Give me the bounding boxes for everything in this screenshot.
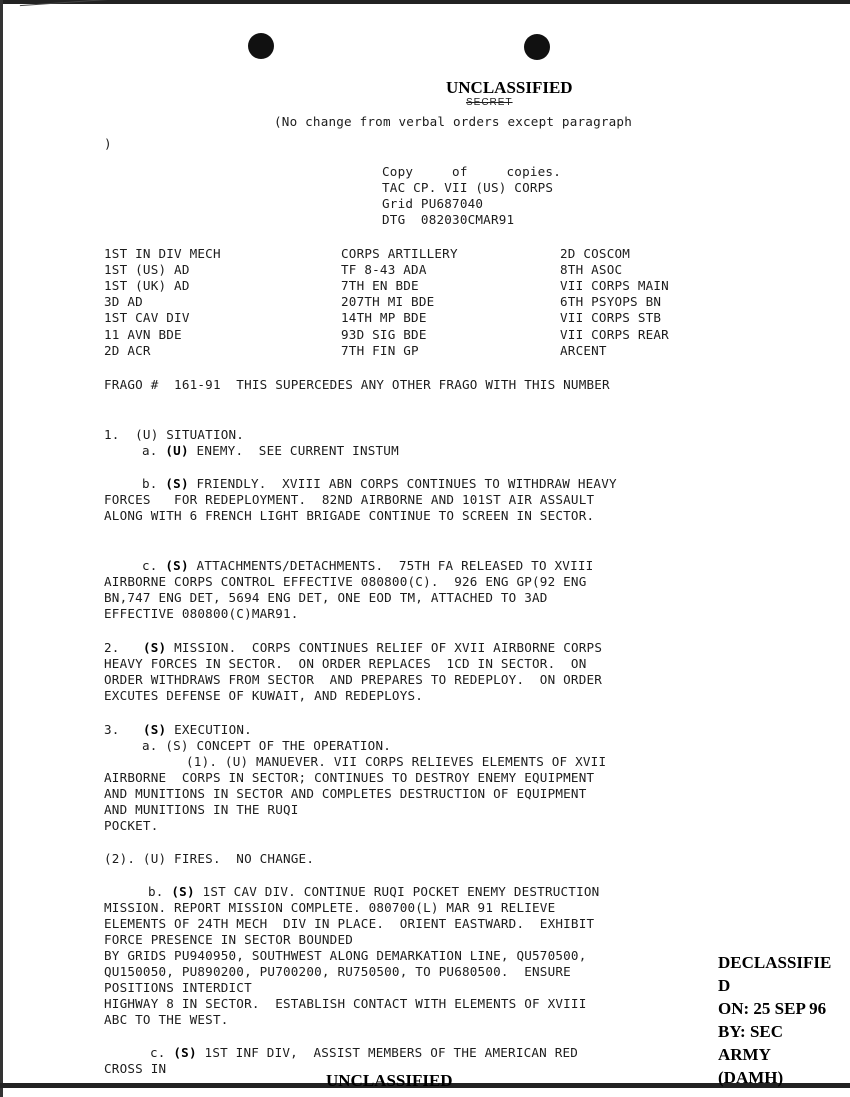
dist-unit: 2D ACR — [104, 343, 151, 358]
dist-unit: CORPS ARTILLERY — [341, 246, 458, 261]
classification-top: UNCLASSIFIED — [446, 78, 573, 97]
dist-unit: 207TH MI BDE — [341, 294, 435, 309]
para-3b-line-5: BY GRIDS PU940950, SOUTHWEST ALONG DEMARKATION LINE, QU570500, — [104, 948, 587, 963]
para-text: ATTACHMENTS/DETACHMENTS. 75TH FA RELEASED TO XVIII — [196, 558, 594, 573]
para-text: FRIENDLY. XVIII ABN CORPS CONTINUES TO WITHDRAW HEAVY — [196, 476, 617, 491]
punch-hole-left — [248, 33, 274, 59]
para-3a1-line-2: AIRBORNE CORPS IN SECTOR; CONTINUES TO DESTROY ENEMY EQUIPMENT — [104, 770, 595, 785]
dist-unit: 7TH EN BDE — [341, 278, 419, 293]
para-1c-line-1 — [142, 558, 593, 574]
para-3b-line-4: FORCE PRESENCE IN SECTOR BOUNDED — [104, 932, 354, 947]
para-text: EXECUTION. — [174, 722, 252, 737]
copy-line: Copy of copies. — [382, 164, 561, 179]
grid-line: Grid PU687040 — [382, 196, 484, 211]
declassification-stamp — [718, 951, 831, 1089]
dist-unit: ARCENT — [560, 343, 607, 358]
para-3a2: (2). (U) FIRES. NO CHANGE. — [104, 851, 315, 866]
para-1a — [142, 443, 399, 459]
para-text: 1ST CAV DIV. CONTINUE RUQI POCKET ENEMY DESTRUCTION — [202, 884, 600, 899]
para-2-line-3: ORDER WITHDRAWS FROM SECTOR AND PREPARES TO REDEPLOY. ON ORDER — [104, 672, 603, 687]
stamp-line: D — [718, 976, 731, 995]
dist-unit: 11 AVN BDE — [104, 327, 182, 342]
para-1b-line-1 — [142, 476, 617, 492]
para-1-heading: 1. (U) SITUATION. — [104, 427, 245, 442]
classification-mark: (S) — [173, 1045, 197, 1060]
para-3a1-line-5: POCKET. — [104, 818, 159, 833]
dist-unit: 6TH PSYOPS BN — [560, 294, 662, 309]
para-3a1-line-3: AND MUNITIONS IN SECTOR AND COMPLETES DESTRUCTION OF EQUIPMENT — [104, 786, 587, 801]
header-note: (No change from verbal orders except paragraph — [274, 114, 632, 129]
dist-unit: 93D SIG BDE — [341, 327, 427, 342]
para-3a1-line-4: AND MUNITIONS IN THE RUQI — [104, 802, 299, 817]
para-label: 3. — [104, 722, 120, 737]
para-3b-line-9: ABC TO THE WEST. — [104, 1012, 229, 1027]
para-label: c. — [142, 558, 158, 573]
classification-mark: (S) — [142, 640, 167, 655]
para-label: c. — [150, 1045, 166, 1060]
para-3c-line-2: CROSS IN — [104, 1061, 167, 1076]
para-label: b. — [148, 884, 164, 899]
para-text: 1ST INF DIV, ASSIST MEMBERS OF THE AMERICAN RED — [204, 1045, 579, 1060]
para-2-line-1 — [104, 640, 602, 656]
para-2-line-2: HEAVY FORCES IN SECTOR. ON ORDER REPLACES 1CD IN SECTOR. ON — [104, 656, 587, 671]
para-label: 2. — [104, 640, 120, 655]
classification-bottom: UNCLASSIFIED — [326, 1071, 453, 1090]
punch-hole-right — [524, 34, 550, 60]
dist-unit: VII CORPS REAR — [560, 327, 669, 342]
para-1c-line-4: EFFECTIVE 080800(C)MAR91. — [104, 606, 299, 621]
para-text: MISSION. CORPS CONTINUES RELIEF OF XVII AIRBORNE CORPS — [174, 640, 603, 655]
dist-unit: 14TH MP BDE — [341, 310, 427, 325]
para-1b-line-3: ALONG WITH 6 FRENCH LIGHT BRIGADE CONTINUE TO SCREEN IN SECTOR. — [104, 508, 595, 523]
struck-classification: SECRET — [466, 97, 513, 108]
dtg-line: DTG 082030CMAR91 — [382, 212, 515, 227]
dist-unit: 1ST (UK) AD — [104, 278, 190, 293]
dist-unit: 1ST (US) AD — [104, 262, 190, 277]
para-text: ENEMY. SEE CURRENT INSTUM — [196, 443, 399, 458]
para-1b-line-2: FORCES FOR REDEPLOYMENT. 82ND AIRBORNE AND 101ST AIR ASSAULT — [104, 492, 595, 507]
para-label: a. — [142, 443, 158, 458]
para-3a: a. (S) CONCEPT OF THE OPERATION. — [142, 738, 392, 753]
dist-unit: VII CORPS MAIN — [560, 278, 669, 293]
dist-unit: 3D AD — [104, 294, 143, 309]
dist-unit: 7TH FIN GP — [341, 343, 419, 358]
dist-unit: 8TH ASOC — [560, 262, 623, 277]
classification-mark: (S) — [171, 884, 195, 899]
stamp-line: BY: SEC — [718, 1022, 784, 1041]
para-1c-line-2: AIRBORNE CORPS CONTROL EFFECTIVE 080800(C). 926 ENG GP(92 ENG — [104, 574, 587, 589]
para-3a1-line-1: (1). (U) MANUEVER. VII CORPS RELIEVES ELEMENTS OF XVII — [186, 754, 607, 769]
scan-edge-top — [0, 0, 850, 4]
para-3b-line-7: POSITIONS INTERDICT — [104, 980, 252, 995]
header-note-close: ) — [104, 136, 112, 151]
tac-line: TAC CP. VII (US) CORPS — [382, 180, 554, 195]
dist-unit: 1ST IN DIV MECH — [104, 246, 221, 261]
frago-line: FRAGO # 161-91 THIS SUPERCEDES ANY OTHER FRAGO WITH THIS NUMBER — [104, 377, 610, 392]
dist-unit: 1ST CAV DIV — [104, 310, 190, 325]
dist-unit: VII CORPS STB — [560, 310, 662, 325]
classification-mark: (S) — [142, 722, 167, 737]
classification-mark: (S) — [165, 476, 189, 491]
para-3c-line-1 — [150, 1045, 578, 1061]
para-3-heading — [104, 722, 252, 738]
para-3b-line-1 — [148, 884, 599, 900]
stamp-line: DECLASSIFIE — [718, 953, 832, 972]
para-3b-line-3: ELEMENTS OF 24TH MECH DIV IN PLACE. ORIENT EASTWARD. EXHIBIT — [104, 916, 595, 931]
scan-edge-left — [0, 0, 3, 1097]
para-1c-line-3: BN,747 ENG DET, 5694 ENG DET, ONE EOD TM, ATTACHED TO 3AD — [104, 590, 548, 605]
classification-mark: (S) — [165, 558, 189, 573]
para-3b-line-6: QU150050, PU890200, PU700200, RU750500, TO PU680500. ENSURE — [104, 964, 571, 979]
stamp-line: (DAMH) — [718, 1068, 784, 1087]
para-3b-line-8: HIGHWAY 8 IN SECTOR. ESTABLISH CONTACT WITH ELEMENTS OF XVIII — [104, 996, 587, 1011]
dist-unit: 2D COSCOM — [560, 246, 631, 261]
para-3b-line-2: MISSION. REPORT MISSION COMPLETE. 080700(L) MAR 91 RELIEVE — [104, 900, 556, 915]
classification-mark: (U) — [165, 443, 189, 458]
para-2-line-4: EXCUTES DEFENSE OF KUWAIT, AND REDEPLOYS. — [104, 688, 424, 703]
stamp-line: ARMY — [718, 1045, 771, 1064]
stamp-line: ON: 25 SEP 96 — [718, 999, 827, 1018]
para-label: b. — [142, 476, 158, 491]
dist-unit: TF 8-43 ADA — [341, 262, 427, 277]
